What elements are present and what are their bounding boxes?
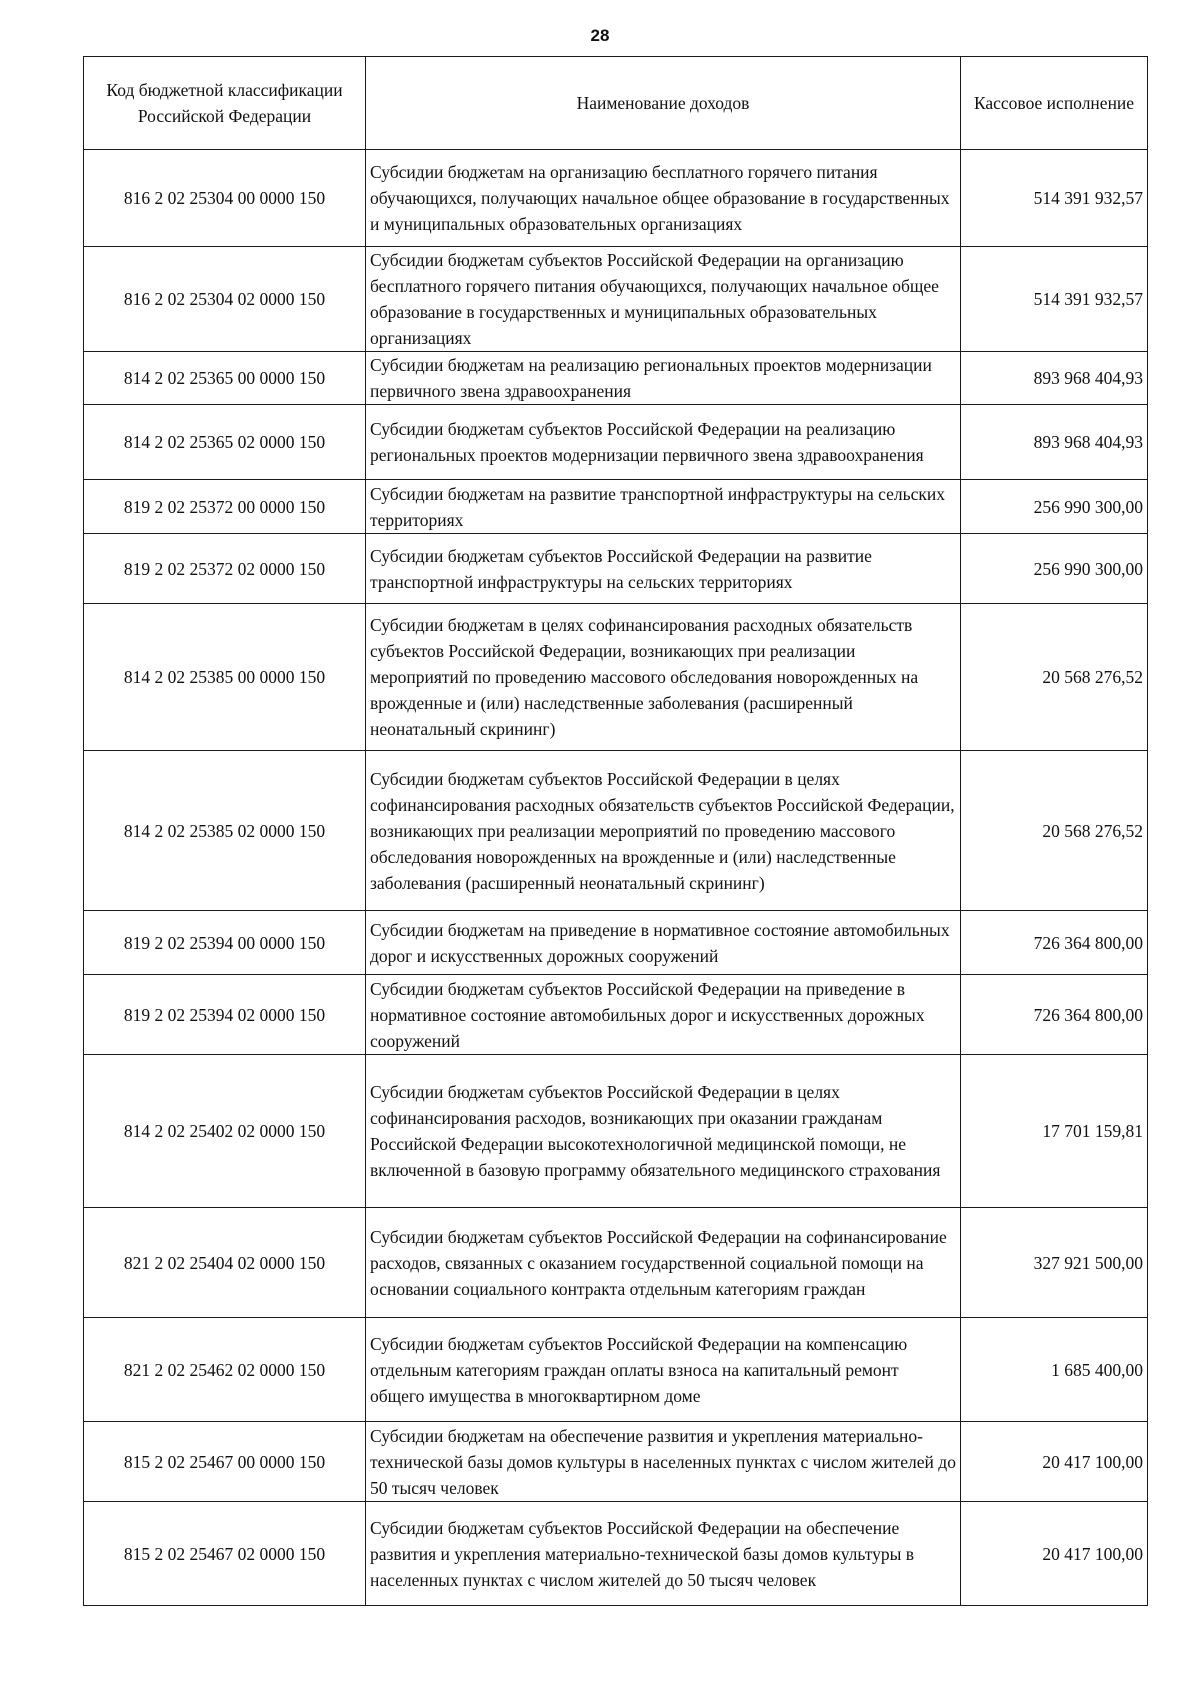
cell-code: 815 2 02 25467 00 0000 150 [84,1422,366,1502]
cell-code: 814 2 02 25385 02 0000 150 [84,751,366,911]
table-row [84,1055,1148,1208]
table-row [84,751,1148,911]
cell-amount: 514 391 932,57 [961,247,1148,352]
table-row [84,1502,1148,1606]
cell-amount: 256 990 300,00 [961,534,1148,604]
table-row [84,1318,1148,1422]
table-row [84,352,1148,405]
cell-name: Субсидии бюджетам субъектов Российской Федерации на развитие транспортной инфраструктуры на сельских территориях [366,534,961,604]
header-code: Код бюджетной классификации Российской Федерации [84,57,366,150]
table-row [84,534,1148,604]
cell-code: 819 2 02 25372 00 0000 150 [84,480,366,534]
cell-code: 821 2 02 25462 02 0000 150 [84,1318,366,1422]
header-name: Наименование доходов [366,57,961,150]
table-header-row [84,57,1148,150]
table-row [84,405,1148,480]
table-row [84,604,1148,751]
cell-amount: 20 568 276,52 [961,751,1148,911]
cell-amount: 1 685 400,00 [961,1318,1148,1422]
cell-code: 814 2 02 25402 02 0000 150 [84,1055,366,1208]
table-row [84,480,1148,534]
cell-code: 816 2 02 25304 00 0000 150 [84,150,366,247]
cell-amount: 20 417 100,00 [961,1422,1148,1502]
cell-amount: 726 364 800,00 [961,911,1148,975]
cell-code: 816 2 02 25304 02 0000 150 [84,247,366,352]
cell-amount: 17 701 159,81 [961,1055,1148,1208]
cell-amount: 514 391 932,57 [961,150,1148,247]
cell-name: Субсидии бюджетам в целях софинансирования расходных обязательств субъектов Российской Федерации, возникающих при реализации мероприятий по проведению массового обследования новорожденных на врожденные и (или) наследственные заболевания (расширенный неонатальный скрининг) [366,604,961,751]
cell-name: Субсидии бюджетам субъектов Российской Федерации на реализацию региональных проектов модернизации первичного звена здравоохранения [366,405,961,480]
cell-amount: 726 364 800,00 [961,975,1148,1055]
cell-name: Субсидии бюджетам субъектов Российской Федерации на компенсацию отдельным категориям граждан оплаты взноса на капитальный ремонт общего имущества в многоквартирном доме [366,1318,961,1422]
table-row [84,911,1148,975]
cell-amount: 20 568 276,52 [961,604,1148,751]
header-amount: Кассовое исполнение [961,57,1148,150]
table-row [84,247,1148,352]
revenue-table [83,56,1148,1606]
cell-name: Субсидии бюджетам на обеспечение развития и укрепления материально-технической базы домов культуры в населенных пунктах с числом жителей до 50 тысяч человек [366,1422,961,1502]
cell-name: Субсидии бюджетам субъектов Российской Федерации на организацию бесплатного горячего питания обучающихся, получающих начальное общее образование в государственных и муниципальных образовательных организациях [366,247,961,352]
cell-code: 814 2 02 25365 00 0000 150 [84,352,366,405]
cell-code: 819 2 02 25394 02 0000 150 [84,975,366,1055]
cell-name: Субсидии бюджетам на организацию бесплатного горячего питания обучающихся, получающих начальное общее образование в государственных и муниципальных образовательных организациях [366,150,961,247]
cell-name: Субсидии бюджетам субъектов Российской Федерации в целях софинансирования расходных обязательств субъектов Российской Федерации, возникающих при реализации мероприятий по проведению массового обследования новорожденных на врожденные и (или) наследственные заболевания (расширенный неонатальный скрининг) [366,751,961,911]
cell-name: Субсидии бюджетам на реализацию региональных проектов модернизации первичного звена здравоохранения [366,352,961,405]
cell-code: 814 2 02 25385 00 0000 150 [84,604,366,751]
table-row [84,1208,1148,1318]
cell-amount: 327 921 500,00 [961,1208,1148,1318]
cell-amount: 893 968 404,93 [961,405,1148,480]
table-row [84,1422,1148,1502]
cell-name: Субсидии бюджетам на приведение в нормативное состояние автомобильных дорог и искусственных дорожных сооружений [366,911,961,975]
cell-code: 819 2 02 25372 02 0000 150 [84,534,366,604]
cell-name: Субсидии бюджетам субъектов Российской Федерации в целях софинансирования расходов, возникающих при оказании гражданам Российской Федерации высокотехнологичной медицинской помощи, не включенной в базовую программу обязательного медицинского страхования [366,1055,961,1208]
cell-name: Субсидии бюджетам субъектов Российской Федерации на софинансирование расходов, связанных с оказанием государственной социальной помощи на основании социального контракта отдельным категориям граждан [366,1208,961,1318]
table-row [84,975,1148,1055]
cell-code: 821 2 02 25404 02 0000 150 [84,1208,366,1318]
table-row [84,150,1148,247]
cell-code: 814 2 02 25365 02 0000 150 [84,405,366,480]
cell-code: 815 2 02 25467 02 0000 150 [84,1502,366,1606]
cell-amount: 20 417 100,00 [961,1502,1148,1606]
cell-code: 819 2 02 25394 00 0000 150 [84,911,366,975]
cell-amount: 893 968 404,93 [961,352,1148,405]
page-number: 28 [590,26,610,45]
cell-name: Субсидии бюджетам субъектов Российской Федерации на приведение в нормативное состояние автомобильных дорог и искусственных дорожных сооружений [366,975,961,1055]
cell-name: Субсидии бюджетам субъектов Российской Федерации на обеспечение развития и укрепления материально-технической базы домов культуры в населенных пунктах с числом жителей до 50 тысяч человек [366,1502,961,1606]
cell-name: Субсидии бюджетам на развитие транспортной инфраструктуры на сельских территориях [366,480,961,534]
cell-amount: 256 990 300,00 [961,480,1148,534]
